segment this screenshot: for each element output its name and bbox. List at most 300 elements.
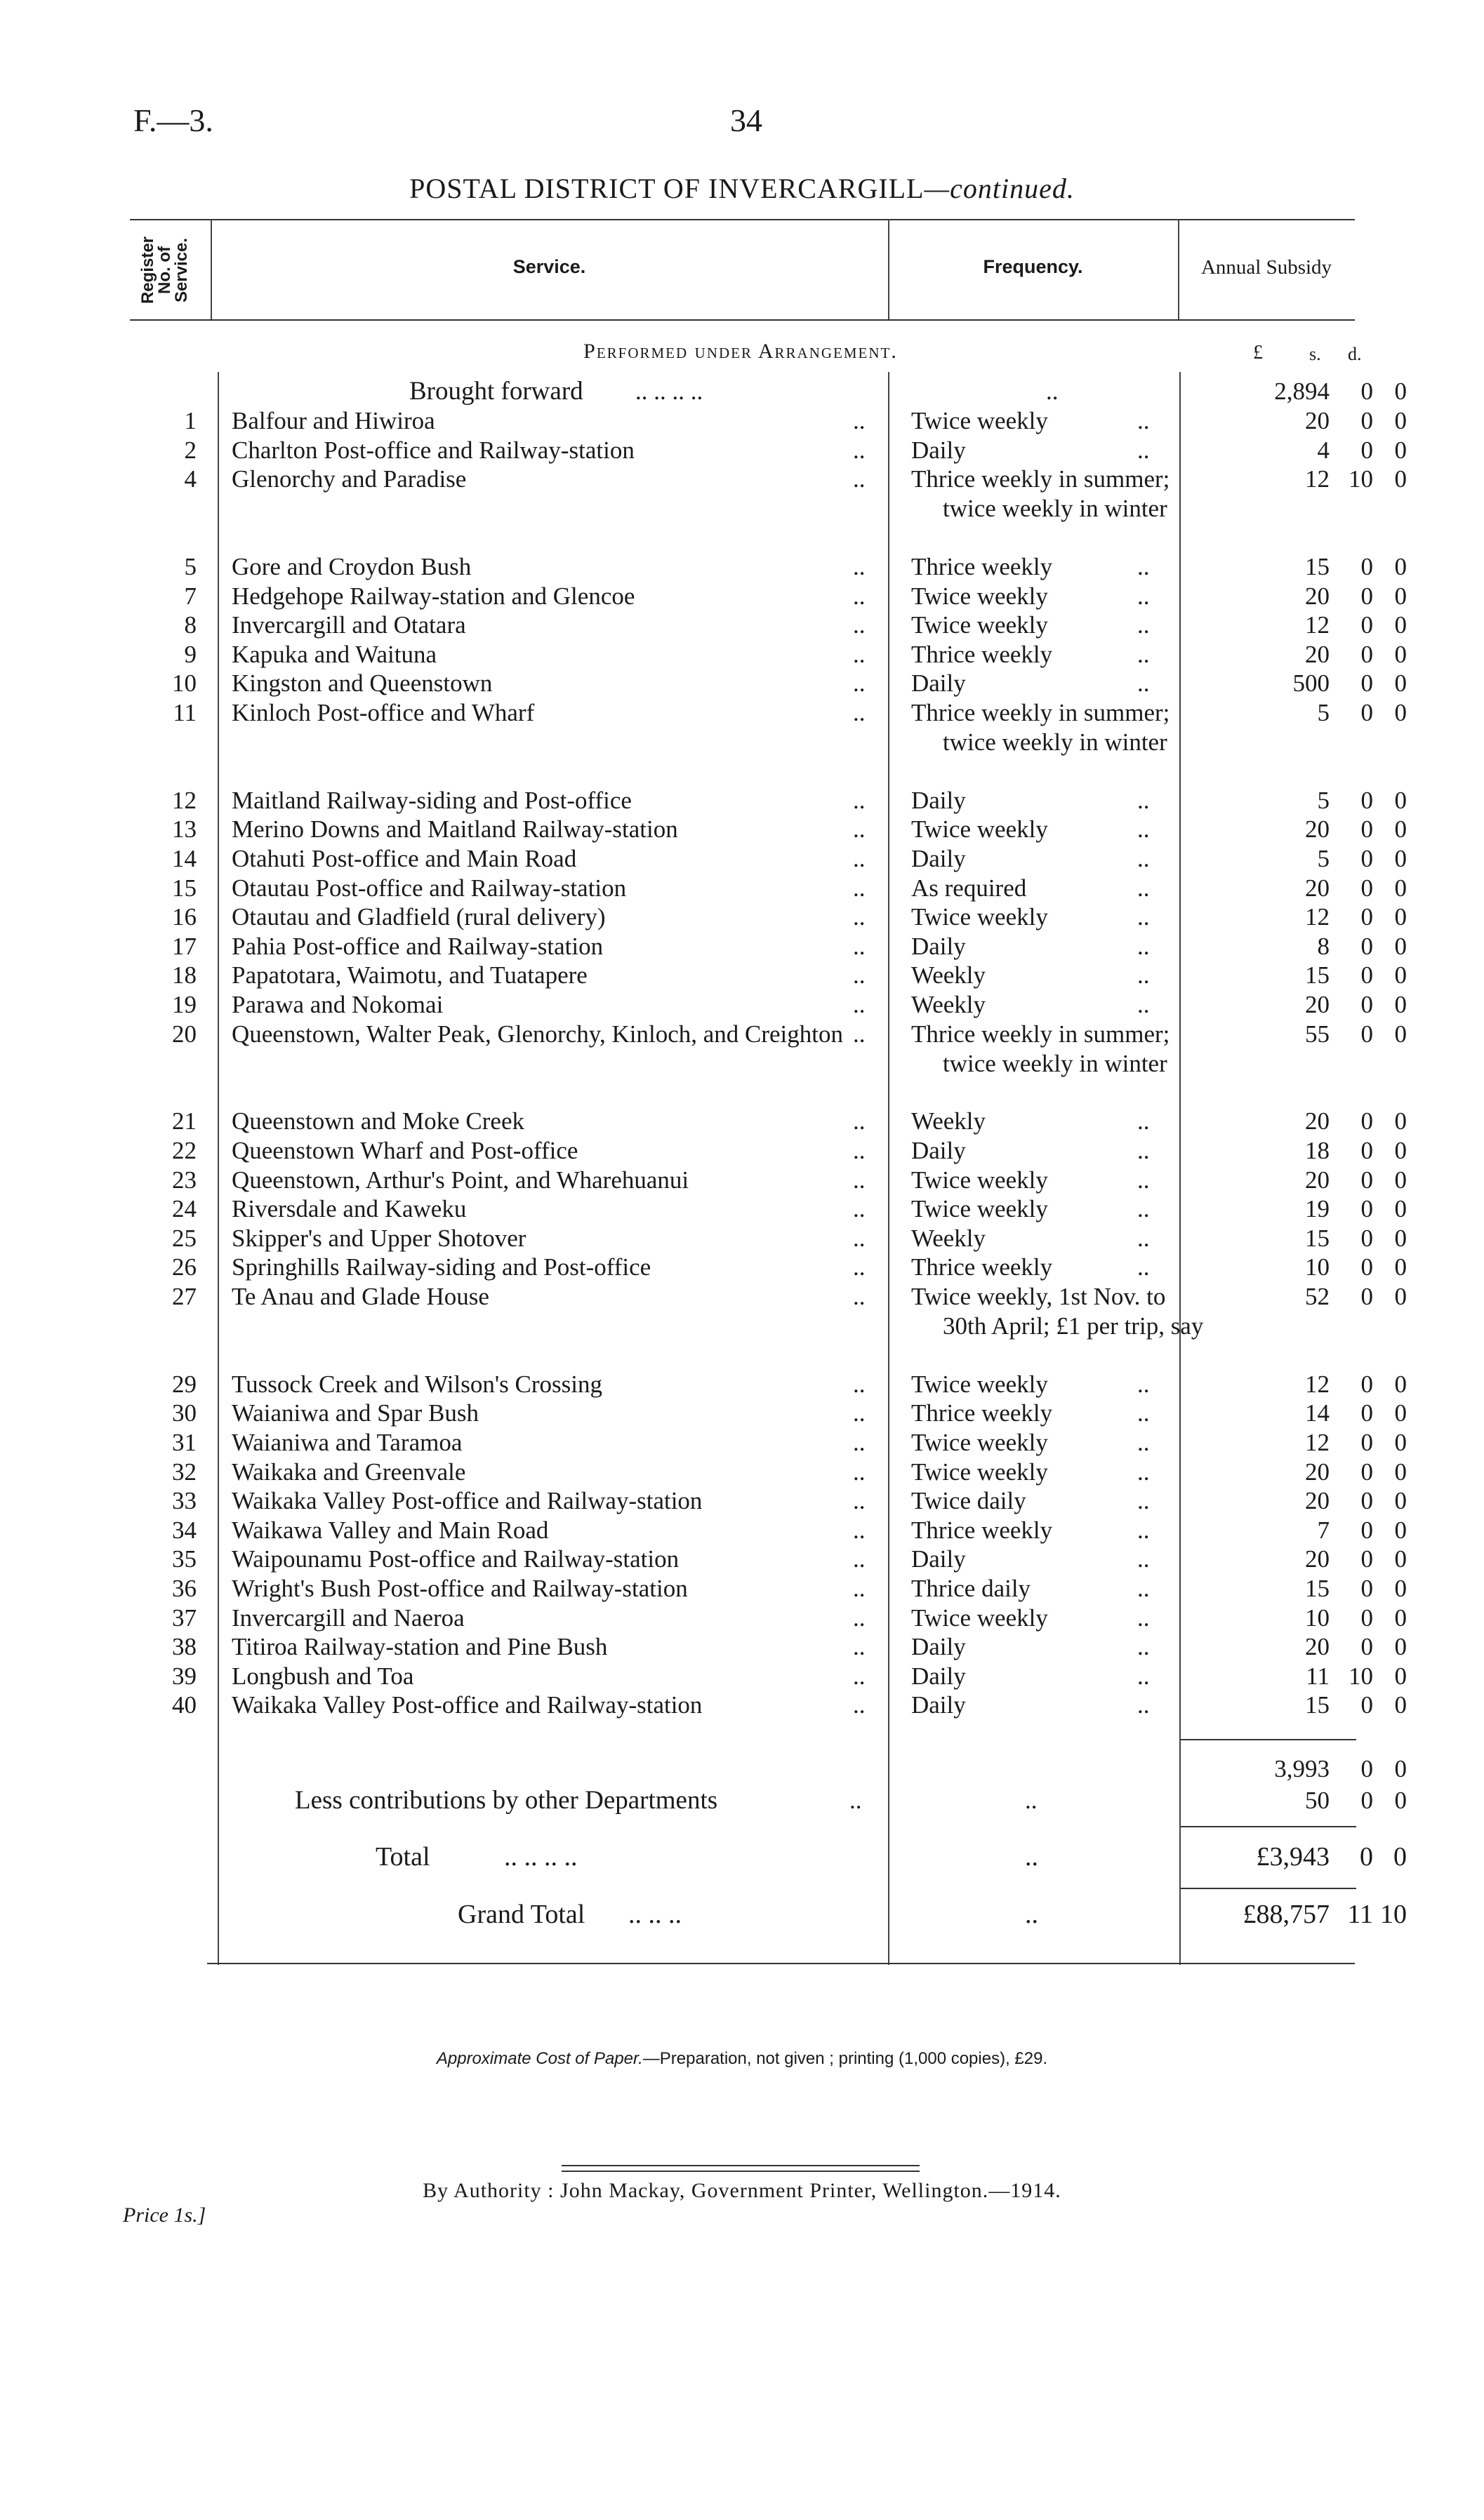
service-name: Queenstown Wharf and Post-office: [232, 1137, 578, 1164]
leader-dots: ..: [1137, 815, 1150, 843]
subsidy-pounds: 15: [1305, 1575, 1330, 1602]
subsidy-pounds: 20: [1305, 1633, 1330, 1660]
leader-dots: ..: [1137, 1429, 1150, 1456]
subsidy-pence: 0: [1394, 582, 1407, 610]
leader-dots: ..: [1137, 1662, 1150, 1690]
subsidy-pounds: 12: [1305, 465, 1330, 493]
less-contributions-label: Less contributions by other Departments: [295, 1786, 718, 1815]
register-number: 34: [172, 1516, 197, 1544]
leader-dots: ..: [853, 1429, 866, 1456]
frequency-value: Thrice weekly: [911, 1253, 1053, 1281]
leader-dots: ..: [1137, 407, 1150, 434]
subtotal-pounds: 3,993: [1274, 1755, 1330, 1782]
frequency-value: Twice weekly: [911, 1371, 1048, 1398]
leader-dots: ..: [1137, 1487, 1150, 1514]
subsidy-shillings: 0: [1360, 845, 1373, 872]
subtotal-rule: [1181, 1739, 1356, 1740]
leader-dots: ..: [853, 1575, 866, 1602]
subsidy-pounds: 20: [1305, 815, 1330, 843]
register-number: 35: [172, 1545, 197, 1573]
frequency-value: Daily: [911, 1691, 966, 1719]
subsidy-shillings: 0: [1360, 961, 1373, 989]
leader-dots: ..: [1137, 1691, 1150, 1719]
leader-dots: ..: [1137, 436, 1150, 464]
subsidy-pounds: 5: [1317, 699, 1330, 726]
subsidy-shillings: 0: [1360, 815, 1373, 843]
subsidy-pence: 0: [1394, 699, 1407, 726]
total-rule: [1181, 1826, 1356, 1827]
register-number: 8: [184, 611, 197, 639]
service-name: Waipounamu Post-office and Railway-station: [232, 1545, 680, 1573]
frequency-value: Twice weekly: [911, 815, 1048, 843]
service-name: Waikaka and Greenvale: [232, 1458, 466, 1486]
total-shillings: 0: [1360, 1842, 1373, 1872]
subsidy-shillings: 0: [1360, 1487, 1373, 1514]
service-name: Maitland Railway-siding and Post-office: [232, 787, 632, 814]
leader-dots: ..: [853, 407, 866, 434]
subsidy-shillings: 0: [1360, 1166, 1373, 1194]
footer-rule-2: [562, 2171, 920, 2172]
brought-forward-shillings: 0: [1360, 378, 1373, 405]
register-number: 27: [172, 1283, 197, 1310]
subsidy-pounds: 20: [1305, 1166, 1330, 1194]
subsidy-pounds: 20: [1305, 582, 1330, 610]
subsidy-pounds: 14: [1305, 1399, 1330, 1427]
leader-dots: ..: [1137, 1225, 1150, 1252]
service-name: Otautau and Gladfield (rural delivery): [232, 903, 606, 931]
frequency-value: Twice weekly: [911, 407, 1048, 434]
subsidy-shillings: 0: [1360, 1458, 1373, 1486]
register-number: 16: [172, 903, 197, 931]
leader-dots: ..: [1137, 874, 1150, 902]
subsidy-pence: 0: [1394, 1166, 1407, 1194]
leader-dots: ..: [1137, 1371, 1150, 1398]
leader-dots: ..: [853, 1662, 866, 1690]
frequency-value: Twice weekly: [911, 1166, 1048, 1194]
service-name: Waikaka Valley Post-office and Railway-station: [232, 1487, 703, 1514]
subsidy-pounds: 15: [1305, 1691, 1330, 1719]
brought-forward-freq-dots: ..: [1046, 378, 1059, 405]
subsidy-shillings: 0: [1360, 991, 1373, 1018]
cost-of-paper-note: [0, 2049, 1484, 2069]
subsidy-pounds: 15: [1305, 1225, 1330, 1252]
subsidy-pence: 0: [1394, 465, 1407, 493]
register-number: 4: [184, 465, 197, 493]
service-name: Gore and Croydon Bush: [232, 553, 472, 580]
cost-text: —Preparation, not given ; printing (1,000 copies), £29.: [642, 2049, 1048, 2068]
register-number: 19: [172, 991, 197, 1018]
subsidy-pence: 0: [1394, 903, 1407, 931]
register-number: 33: [172, 1487, 197, 1514]
frequency-value: Twice weekly: [911, 611, 1048, 639]
register-number: 30: [172, 1399, 197, 1427]
frequency-value: Twice weekly: [911, 1458, 1048, 1486]
subsidy-pence: 0: [1394, 1545, 1407, 1573]
subsidy-pence: 0: [1394, 1371, 1407, 1398]
service-name: Otautau Post-office and Railway-station: [232, 874, 627, 902]
total-dots: .. .. .. ..: [504, 1842, 578, 1872]
frequency-value: Thrice weekly: [911, 1516, 1053, 1544]
subsidy-pounds: 5: [1317, 845, 1330, 872]
unit-pence: d.: [1348, 344, 1362, 364]
service-name: Balfour and Hiwiroa: [232, 407, 435, 434]
leader-dots: ..: [853, 1604, 866, 1632]
frequency-value: Daily: [911, 1137, 966, 1164]
subsidy-shillings: 0: [1360, 1399, 1373, 1427]
register-number: 9: [184, 641, 197, 668]
leader-dots: ..: [853, 1195, 866, 1222]
subsidy-pence: 0: [1394, 845, 1407, 872]
body-divider-service: [888, 372, 889, 1965]
register-number: 11: [173, 699, 197, 726]
frequency-value: Twice weekly: [911, 582, 1048, 610]
brought-forward-pounds: 2,894: [1274, 378, 1330, 405]
leader-dots: ..: [1137, 582, 1150, 610]
subsidy-pounds: 10: [1305, 1604, 1330, 1632]
subsidy-pounds: 15: [1305, 553, 1330, 580]
service-name: Kinloch Post-office and Wharf: [232, 699, 535, 726]
grand-total-pounds: £88,757: [1243, 1900, 1330, 1929]
leader-dots: ..: [1137, 669, 1150, 697]
service-name: Riversdale and Kaweku: [232, 1195, 467, 1222]
grand-total-label: Grand Total: [458, 1900, 585, 1929]
service-name: Charlton Post-office and Railway-station: [232, 436, 635, 464]
register-number: 23: [172, 1166, 197, 1194]
subsidy-pounds: 20: [1305, 1458, 1330, 1486]
register-number: 38: [172, 1633, 197, 1660]
leader-dots: ..: [853, 1166, 866, 1194]
header-bottom-rule: [130, 319, 1355, 321]
leader-dots: ..: [853, 1691, 866, 1719]
frequency-value: Daily: [911, 1545, 966, 1573]
leader-dots: ..: [1137, 1458, 1150, 1486]
leader-dots: ..: [853, 1545, 866, 1573]
leader-dots: ..: [853, 669, 866, 697]
register-number: 13: [172, 815, 197, 843]
subsidy-shillings: 0: [1360, 1633, 1373, 1660]
brought-forward-dots: .. .. .. ..: [635, 378, 703, 405]
subsidy-pence: 0: [1394, 407, 1407, 434]
title-main: POSTAL DISTRICT OF INVERCARGILL: [409, 173, 925, 204]
register-number: 5: [184, 553, 197, 580]
leader-dots: ..: [1137, 961, 1150, 989]
unit-shillings: s.: [1309, 344, 1321, 364]
register-number: 2: [184, 436, 197, 464]
service-name: Waianiwa and Spar Bush: [232, 1399, 479, 1427]
subsidy-shillings: 0: [1360, 611, 1373, 639]
subsidy-pence: 0: [1394, 1633, 1407, 1660]
subsidy-pence: 0: [1394, 641, 1407, 668]
frequency-value: Twice weekly: [911, 1604, 1048, 1632]
subsidy-pence: 0: [1394, 1575, 1407, 1602]
service-name: Waikaka Valley Post-office and Railway-station: [232, 1691, 703, 1719]
subsidy-shillings: 0: [1360, 436, 1373, 464]
printer-authority: By Authority : John Mackay, Government Printer, Wellington.—1914.: [423, 2179, 1061, 2202]
subsidy-pence: 0: [1394, 961, 1407, 989]
subsidy-pence: 0: [1394, 1487, 1407, 1514]
less-dots: ..: [849, 1787, 862, 1814]
leader-dots: ..: [853, 991, 866, 1018]
subsidy-pence: 0: [1394, 553, 1407, 580]
frequency-value: As required: [911, 874, 1027, 902]
service-name: Pahia Post-office and Railway-station: [232, 933, 604, 960]
body-divider-register: [218, 372, 219, 1965]
subtotal-pence: 0: [1394, 1755, 1407, 1782]
register-number: 15: [172, 874, 197, 902]
leader-dots: ..: [853, 961, 866, 989]
register-number: 25: [172, 1225, 197, 1252]
total-freq-dots: ..: [1025, 1842, 1038, 1872]
frequency-value: Thrice weekly in summer; twice weekly in winter: [911, 465, 1170, 522]
leader-dots: ..: [1137, 1633, 1150, 1660]
frequency-value: Twice daily: [911, 1487, 1026, 1514]
subsidy-shillings: 0: [1360, 407, 1373, 434]
subsidy-pence: 0: [1394, 669, 1407, 697]
leader-dots: ..: [1137, 1575, 1150, 1602]
grand-total-freq-dots: ..: [1025, 1900, 1038, 1929]
subsidy-pounds: 20: [1305, 1487, 1330, 1514]
leader-dots: ..: [853, 465, 866, 493]
frequency-value: Daily: [911, 845, 966, 872]
frequency-value: Daily: [911, 787, 966, 814]
leader-dots: ..: [1137, 1166, 1150, 1194]
leader-dots: ..: [1137, 933, 1150, 960]
register-number: 40: [172, 1691, 197, 1719]
service-name: Queenstown, Walter Peak, Glenorchy, Kinloch, and Creighton: [232, 1020, 844, 1048]
leader-dots: ..: [853, 845, 866, 872]
total-pence: 0: [1393, 1842, 1407, 1872]
subsidy-pounds: 4: [1317, 436, 1330, 464]
subsidy-pounds: 8: [1317, 933, 1330, 960]
service-name: Parawa and Nokomai: [232, 991, 444, 1018]
service-name: Kapuka and Waituna: [232, 641, 437, 668]
leader-dots: ..: [1137, 787, 1150, 814]
subsidy-pence: 0: [1394, 815, 1407, 843]
subsidy-pounds: 10: [1305, 1253, 1330, 1281]
subsidy-pence: 0: [1394, 1662, 1407, 1690]
frequency-value: Weekly: [911, 991, 986, 1018]
subsidy-pence: 0: [1394, 1195, 1407, 1222]
subsidy-pence: 0: [1394, 787, 1407, 814]
frequency-value: Twice weekly, 1st Nov. to 30th April; £1 per trip, say: [911, 1283, 1204, 1340]
frequency-value: Weekly: [911, 1225, 986, 1252]
subsidy-pounds: 20: [1305, 407, 1330, 434]
subsidy-pence: 0: [1394, 1691, 1407, 1719]
leader-dots: ..: [853, 553, 866, 580]
leader-dots: ..: [853, 1020, 866, 1048]
register-number: 10: [172, 669, 197, 697]
subsidy-shillings: 0: [1360, 1604, 1373, 1632]
subsidy-shillings: 0: [1360, 1429, 1373, 1456]
leader-dots: ..: [1137, 1399, 1150, 1427]
register-number: 18: [172, 961, 197, 989]
subsidy-shillings: 0: [1360, 1371, 1373, 1398]
register-number: 26: [172, 1253, 197, 1281]
cost-label: Approximate Cost of Paper.: [436, 2049, 643, 2068]
register-number: 12: [172, 787, 197, 814]
leader-dots: ..: [1137, 553, 1150, 580]
subsidy-shillings: 10: [1349, 465, 1373, 493]
column-header-subsidy: Annual Subsidy: [1200, 256, 1332, 279]
service-name: Skipper's and Upper Shotover: [232, 1225, 526, 1252]
leader-dots: ..: [853, 1225, 866, 1252]
leader-dots: ..: [1137, 611, 1150, 639]
register-number: 29: [172, 1371, 197, 1398]
table-bottom-rule: [207, 1963, 1355, 1964]
register-number: 22: [172, 1137, 197, 1164]
register-number: 17: [172, 933, 197, 960]
frequency-value: Daily: [911, 436, 966, 464]
frequency-value: Thrice daily: [911, 1575, 1031, 1602]
leader-dots: ..: [853, 436, 866, 464]
subsidy-pounds: 20: [1305, 641, 1330, 668]
frequency-value: Twice weekly: [911, 1429, 1048, 1456]
service-name: Invercargill and Naeroa: [232, 1604, 465, 1632]
subsidy-pounds: 15: [1305, 961, 1330, 989]
leader-dots: ..: [853, 874, 866, 902]
service-name: Springhills Railway-siding and Post-office: [232, 1253, 651, 1281]
subsidy-shillings: 0: [1360, 1195, 1373, 1222]
subsidy-pounds: 20: [1305, 1107, 1330, 1135]
register-number: 14: [172, 845, 197, 872]
leader-dots: ..: [853, 1107, 866, 1135]
less-freq-dots: ..: [1025, 1787, 1038, 1814]
subsidy-pounds: 11: [1306, 1662, 1330, 1690]
document-code: F.—3.: [133, 102, 213, 138]
register-number: 37: [172, 1604, 197, 1632]
subsidy-pounds: 18: [1305, 1137, 1330, 1164]
leader-dots: ..: [1137, 903, 1150, 931]
service-name: Queenstown, Arthur's Point, and Wharehuanui: [232, 1166, 689, 1194]
price-label: Price 1s.]: [123, 2204, 206, 2227]
subsidy-pence: 0: [1394, 991, 1407, 1018]
register-number: 32: [172, 1458, 197, 1486]
frequency-value: Daily: [911, 1633, 966, 1660]
frequency-value: Daily: [911, 1662, 966, 1690]
leader-dots: ..: [1137, 1516, 1150, 1544]
subsidy-pounds: 55: [1305, 1020, 1330, 1048]
subsidy-pounds: 12: [1305, 903, 1330, 931]
column-header-register-label: Register No. of Service.: [138, 236, 191, 305]
subsidy-pence: 0: [1394, 933, 1407, 960]
subsidy-shillings: 0: [1360, 641, 1373, 668]
subsidy-shillings: 0: [1360, 699, 1373, 726]
leader-dots: ..: [853, 1516, 866, 1544]
service-name: Wright's Bush Post-office and Railway-station: [232, 1575, 688, 1602]
leader-dots: ..: [853, 903, 866, 931]
subsidy-pence: 0: [1394, 1020, 1407, 1048]
leader-dots: ..: [853, 1487, 866, 1514]
title-suffix: —continued.: [924, 173, 1075, 204]
leader-dots: ..: [853, 611, 866, 639]
frequency-value: Daily: [911, 933, 966, 960]
grand-total-rule: [1181, 1888, 1356, 1889]
less-shillings: 0: [1360, 1787, 1373, 1814]
subsidy-pounds: 12: [1305, 1429, 1330, 1456]
subsidy-pence: 0: [1394, 1225, 1407, 1252]
service-name: Queenstown and Moke Creek: [232, 1107, 524, 1135]
frequency-value: Thrice weekly: [911, 1399, 1053, 1427]
subsidy-pence: 0: [1394, 874, 1407, 902]
leader-dots: ..: [853, 1458, 866, 1486]
subsidy-pounds: 20: [1305, 1545, 1330, 1573]
service-name: Invercargill and Otatara: [232, 611, 466, 639]
register-number: 36: [172, 1575, 197, 1602]
subsidy-pence: 0: [1394, 611, 1407, 639]
leader-dots: ..: [1137, 1195, 1150, 1222]
subsidy-shillings: 0: [1360, 1545, 1373, 1573]
leader-dots: ..: [853, 641, 866, 668]
subsidy-shillings: 0: [1360, 874, 1373, 902]
subsidy-pounds: 7: [1317, 1516, 1330, 1544]
subsidy-shillings: 0: [1360, 787, 1373, 814]
column-header-register: [130, 221, 200, 319]
service-name: Tussock Creek and Wilson's Crossing: [232, 1371, 602, 1398]
subsidy-shillings: 0: [1360, 582, 1373, 610]
subsidy-pence: 0: [1394, 1107, 1407, 1135]
subsidy-pence: 0: [1394, 1399, 1407, 1427]
page-title: [0, 172, 1484, 205]
subsidy-shillings: 0: [1360, 1137, 1373, 1164]
subsidy-shillings: 0: [1360, 1107, 1373, 1135]
register-number: 21: [172, 1107, 197, 1135]
register-number: 39: [172, 1662, 197, 1690]
brought-forward-label: Brought forward: [409, 377, 583, 406]
leader-dots: ..: [1137, 641, 1150, 668]
grand-total-shillings: 11: [1347, 1900, 1373, 1929]
subsidy-pounds: 5: [1317, 787, 1330, 814]
register-number: 1: [184, 407, 197, 434]
subsidy-shillings: 10: [1349, 1662, 1373, 1690]
subtotal-shillings: 0: [1360, 1755, 1373, 1782]
frequency-value: Thrice weekly: [911, 641, 1053, 668]
subsidy-shillings: 0: [1360, 1516, 1373, 1544]
service-name: Longbush and Toa: [232, 1662, 414, 1690]
leader-dots: ..: [853, 1283, 866, 1310]
leader-dots: ..: [853, 1253, 866, 1281]
subsidy-pounds: 20: [1305, 991, 1330, 1018]
service-name: Kingston and Queenstown: [232, 669, 493, 697]
leader-dots: ..: [1137, 1604, 1150, 1632]
service-name: Merino Downs and Maitland Railway-station: [232, 815, 678, 843]
service-name: Waikawa Valley and Main Road: [232, 1516, 549, 1544]
subsidy-pence: 0: [1394, 1253, 1407, 1281]
grand-total-dots: .. .. ..: [628, 1900, 682, 1929]
register-number: 31: [172, 1429, 197, 1456]
footer-rule-1: [562, 2165, 920, 2166]
frequency-value: Thrice weekly in summer; twice weekly in winter: [911, 1020, 1170, 1077]
subsidy-pence: 0: [1394, 1604, 1407, 1632]
frequency-value: Thrice weekly: [911, 553, 1053, 580]
table-top-rule: [130, 219, 1355, 220]
leader-dots: ..: [853, 933, 866, 960]
total-pounds: £3,943: [1256, 1842, 1330, 1872]
subsidy-pence: 0: [1394, 1137, 1407, 1164]
leader-dots: ..: [1137, 845, 1150, 872]
service-name: Hedgehope Railway-station and Glencoe: [232, 582, 635, 610]
leader-dots: ..: [853, 787, 866, 814]
service-name: Te Anau and Glade House: [232, 1283, 489, 1310]
section-heading: Performed under Arrangement.: [583, 340, 898, 363]
subsidy-shillings: 0: [1360, 669, 1373, 697]
subsidy-shillings: 0: [1360, 1691, 1373, 1719]
register-number: 20: [172, 1020, 197, 1048]
subsidy-shillings: 0: [1360, 1020, 1373, 1048]
subsidy-pence: 0: [1394, 1458, 1407, 1486]
unit-pounds: £: [1253, 342, 1263, 364]
leader-dots: ..: [1137, 991, 1150, 1018]
subsidy-pence: 0: [1394, 1429, 1407, 1456]
